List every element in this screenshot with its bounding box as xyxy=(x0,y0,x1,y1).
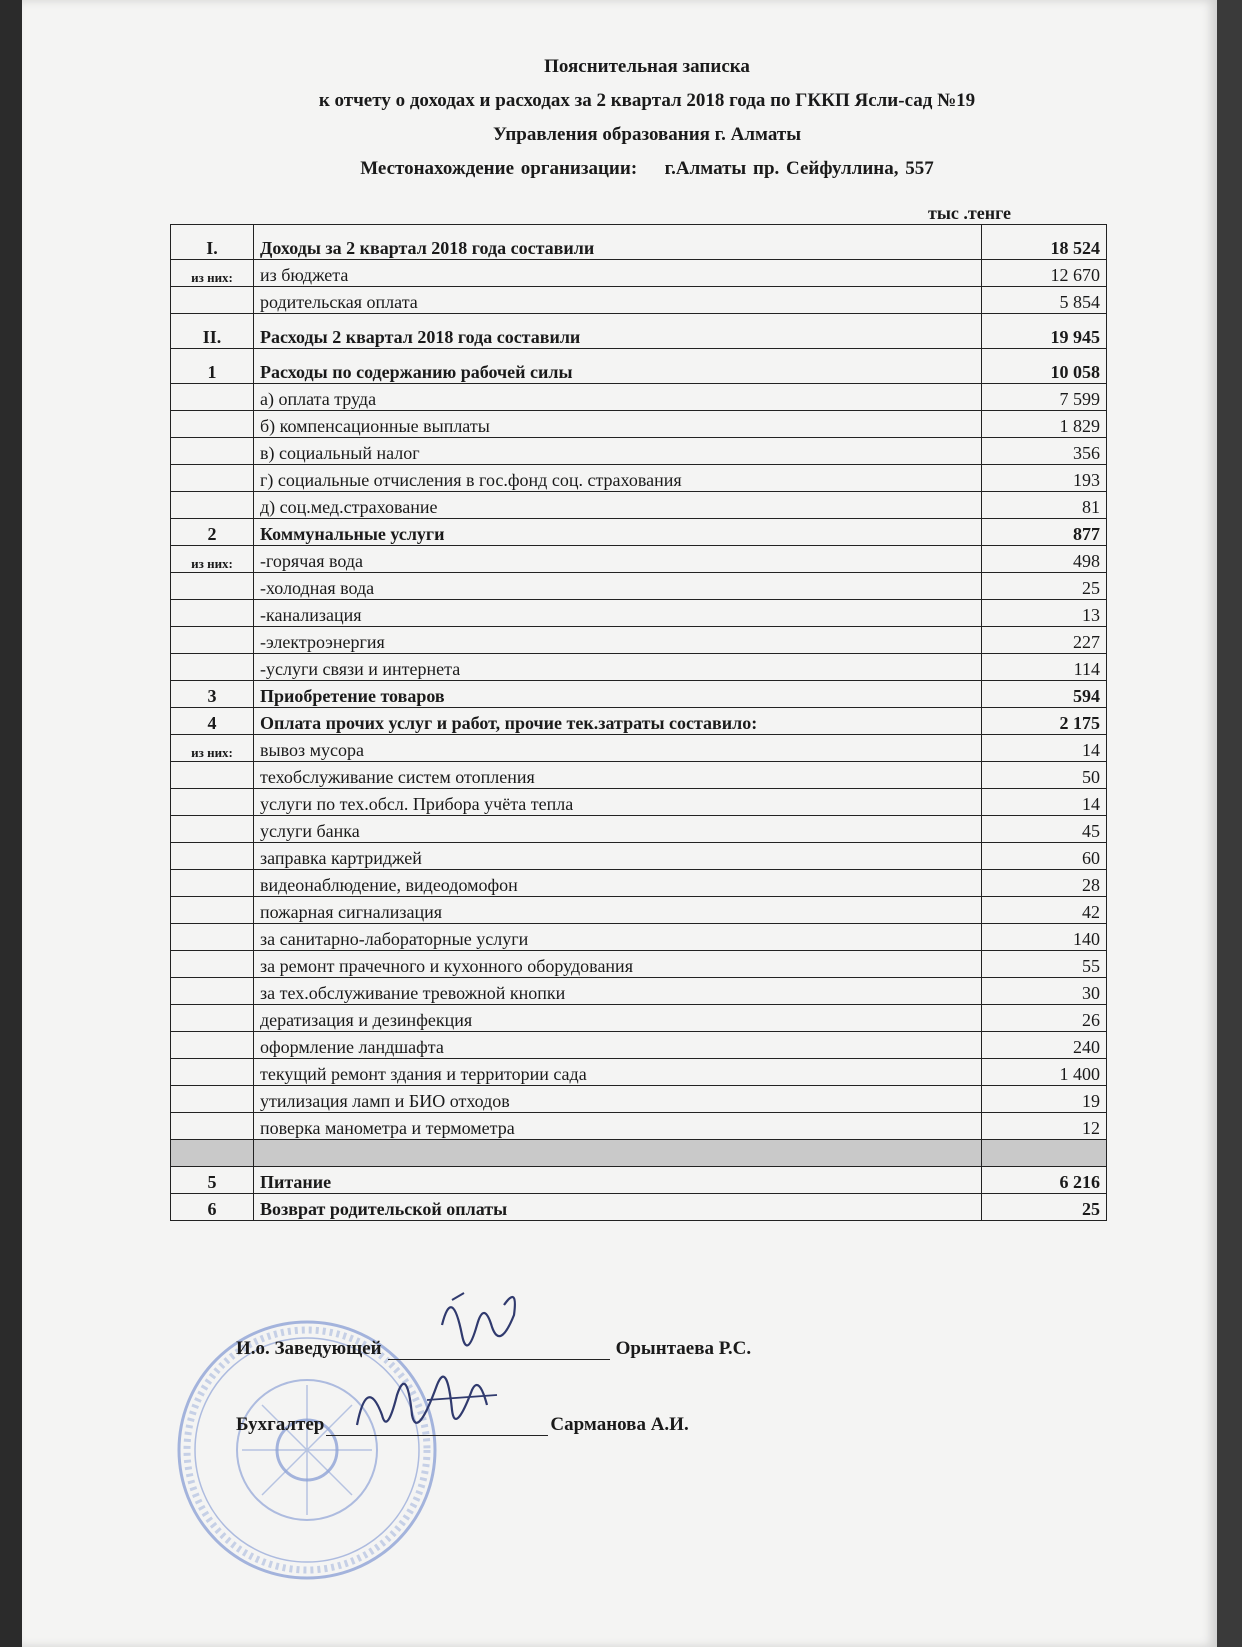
table-row xyxy=(171,897,1107,924)
table-row xyxy=(171,384,1107,411)
row-value: 28 xyxy=(982,870,1107,897)
row-number xyxy=(171,1032,254,1059)
row-number: II. xyxy=(171,314,254,349)
row-number: 3 xyxy=(171,681,254,708)
doc-department: Управления образования г. Алматы xyxy=(492,124,802,145)
table-row xyxy=(171,1005,1107,1032)
row-label: -горячая вода xyxy=(254,546,982,573)
row-number xyxy=(171,1086,254,1113)
row-value: 81 xyxy=(982,492,1107,519)
table-row xyxy=(171,681,1107,708)
row-number xyxy=(171,465,254,492)
row-label: техобслуживание систем отопления xyxy=(254,762,982,789)
row-value: 1 400 xyxy=(982,1059,1107,1086)
row-value: 25 xyxy=(982,573,1107,600)
table-row xyxy=(171,546,1107,573)
row-number xyxy=(171,411,254,438)
row-value: 227 xyxy=(982,627,1107,654)
accountant-role: Бухгалтер xyxy=(236,1414,325,1435)
document-page xyxy=(22,0,1217,1647)
head-role: И.о. Заведующей xyxy=(236,1338,382,1359)
row-number xyxy=(171,1140,254,1167)
row-number xyxy=(171,627,254,654)
table-row xyxy=(171,735,1107,762)
header xyxy=(22,50,1242,186)
row-value: 7 599 xyxy=(982,384,1107,411)
row-value: 877 xyxy=(982,519,1107,546)
location-value: г.Алматы пр. Сейфуллина, 557 xyxy=(664,158,934,179)
row-label: Оплата прочих услуг и работ, прочие тек.затраты составило: xyxy=(254,708,982,735)
table-row xyxy=(171,1194,1107,1221)
row-label: Расходы по содержанию рабочей силы xyxy=(254,349,982,384)
row-label: б) компенсационные выплаты xyxy=(254,411,982,438)
row-value: 10 058 xyxy=(982,349,1107,384)
doc-location xyxy=(22,152,1242,186)
table-row xyxy=(171,951,1107,978)
row-number xyxy=(171,1113,254,1140)
table-row xyxy=(171,349,1107,384)
row-value: 356 xyxy=(982,438,1107,465)
row-value: 45 xyxy=(982,816,1107,843)
row-label: Возврат родительской оплаты xyxy=(254,1194,982,1221)
row-value xyxy=(982,1140,1107,1167)
row-label: Питание xyxy=(254,1167,982,1194)
row-value: 12 670 xyxy=(982,260,1107,287)
row-number xyxy=(171,978,254,1005)
row-label: дератизация и дезинфекция xyxy=(254,1005,982,1032)
table-row xyxy=(171,1059,1107,1086)
row-value: 114 xyxy=(982,654,1107,681)
doc-subtitle: к отчету о доходах и расходах за 2 квартал 2018 года по ГККП Ясли-сад №19 xyxy=(318,90,976,111)
row-number xyxy=(171,600,254,627)
row-value: 13 xyxy=(982,600,1107,627)
row-label: за тех.обслуживание тревожной кнопки xyxy=(254,978,982,1005)
row-number xyxy=(171,384,254,411)
row-label: Доходы за 2 квартал 2018 года составили xyxy=(254,225,982,260)
scan-edge xyxy=(1217,0,1242,1647)
table-row xyxy=(171,492,1107,519)
row-number xyxy=(171,492,254,519)
table-row xyxy=(171,1167,1107,1194)
row-label: за ремонт прачечного и кухонного оборудования xyxy=(254,951,982,978)
row-label: в) социальный налог xyxy=(254,438,982,465)
row-value: 12 xyxy=(982,1113,1107,1140)
table-row xyxy=(171,438,1107,465)
row-value: 19 xyxy=(982,1086,1107,1113)
table-row xyxy=(171,924,1107,951)
row-label: -электроэнергия xyxy=(254,627,982,654)
row-value: 6 216 xyxy=(982,1167,1107,1194)
row-value: 140 xyxy=(982,924,1107,951)
table-row xyxy=(171,978,1107,1005)
row-number xyxy=(171,1059,254,1086)
row-number: из них: xyxy=(171,546,254,573)
row-number xyxy=(171,789,254,816)
row-number: 6 xyxy=(171,1194,254,1221)
row-value: 19 945 xyxy=(982,314,1107,349)
doc-title: Пояснительная записка xyxy=(544,56,750,77)
table-row xyxy=(171,1113,1107,1140)
row-value: 42 xyxy=(982,897,1107,924)
row-number xyxy=(171,762,254,789)
row-number xyxy=(171,843,254,870)
row-label: текущий ремонт здания и территории сада xyxy=(254,1059,982,1086)
table-row xyxy=(171,708,1107,735)
row-value: 14 xyxy=(982,735,1107,762)
row-value: 18 524 xyxy=(982,225,1107,260)
row-label: вывоз мусора xyxy=(254,735,982,762)
table-row xyxy=(171,1086,1107,1113)
row-label: Коммунальные услуги xyxy=(254,519,982,546)
row-label: утилизация ламп и БИО отходов xyxy=(254,1086,982,1113)
row-number: I. xyxy=(171,225,254,260)
row-number: 2 xyxy=(171,519,254,546)
table-row xyxy=(171,789,1107,816)
row-value: 5 854 xyxy=(982,287,1107,314)
row-number xyxy=(171,816,254,843)
head-person: Орынтаева Р.С. xyxy=(615,1338,752,1359)
row-value: 60 xyxy=(982,843,1107,870)
table-row xyxy=(171,260,1107,287)
table-row xyxy=(171,287,1107,314)
row-number xyxy=(171,924,254,951)
table-row xyxy=(171,843,1107,870)
row-label: Расходы 2 квартал 2018 года составили xyxy=(254,314,982,349)
row-label: из бюджета xyxy=(254,260,982,287)
table-row xyxy=(171,816,1107,843)
row-number xyxy=(171,951,254,978)
table-row xyxy=(171,573,1107,600)
row-value: 30 xyxy=(982,978,1107,1005)
row-number xyxy=(171,438,254,465)
row-value: 14 xyxy=(982,789,1107,816)
row-label: за санитарно-лабораторные услуги xyxy=(254,924,982,951)
row-label: пожарная сигнализация xyxy=(254,897,982,924)
currency-unit: тыс .тенге xyxy=(927,203,1011,223)
table-row xyxy=(171,870,1107,897)
row-number xyxy=(171,897,254,924)
location-label: Местонахождение организации: xyxy=(360,158,638,179)
row-label: Приобретение товаров xyxy=(254,681,982,708)
table-row xyxy=(171,225,1107,260)
row-number xyxy=(171,870,254,897)
accountant-handwritten-signature xyxy=(347,1355,517,1455)
row-label xyxy=(254,1140,982,1167)
row-label: заправка картриджей xyxy=(254,843,982,870)
row-number xyxy=(171,573,254,600)
row-label: а) оплата труда xyxy=(254,384,982,411)
row-value: 594 xyxy=(982,681,1107,708)
row-label: г) социальные отчисления в гос.фонд соц. страхования xyxy=(254,465,982,492)
row-value: 193 xyxy=(982,465,1107,492)
table-row xyxy=(171,762,1107,789)
row-label: родительская оплата xyxy=(254,287,982,314)
row-label: -услуги связи и интернета xyxy=(254,654,982,681)
table-row xyxy=(171,465,1107,492)
row-label: д) соц.мед.страхование xyxy=(254,492,982,519)
row-number xyxy=(171,1005,254,1032)
table-row xyxy=(171,314,1107,349)
row-value: 1 829 xyxy=(982,411,1107,438)
table-row xyxy=(171,627,1107,654)
row-number xyxy=(171,654,254,681)
row-value: 50 xyxy=(982,762,1107,789)
row-value: 55 xyxy=(982,951,1107,978)
table-row xyxy=(171,1032,1107,1059)
row-label: видеонаблюдение, видеодомофон xyxy=(254,870,982,897)
table-row xyxy=(171,519,1107,546)
row-number: 4 xyxy=(171,708,254,735)
row-number xyxy=(171,287,254,314)
table-row xyxy=(171,1140,1107,1167)
row-label: -холодная вода xyxy=(254,573,982,600)
row-label: услуги по тех.обсл. Прибора учёта тепла xyxy=(254,789,982,816)
row-label: услуги банка xyxy=(254,816,982,843)
accountant-person: Сарманова А.И. xyxy=(550,1414,689,1435)
report-table xyxy=(170,224,1107,1221)
row-value: 26 xyxy=(982,1005,1107,1032)
row-label: -канализация xyxy=(254,600,982,627)
row-number: из них: xyxy=(171,735,254,762)
row-number: из них: xyxy=(171,260,254,287)
row-value: 2 175 xyxy=(982,708,1107,735)
row-value: 498 xyxy=(982,546,1107,573)
table-row xyxy=(171,600,1107,627)
row-number: 1 xyxy=(171,349,254,384)
row-value: 240 xyxy=(982,1032,1107,1059)
row-number: 5 xyxy=(171,1167,254,1194)
row-label: поверка манометра и термометра xyxy=(254,1113,982,1140)
table-row xyxy=(171,411,1107,438)
row-value: 25 xyxy=(982,1194,1107,1221)
table-row xyxy=(171,654,1107,681)
row-label: оформление ландшафта xyxy=(254,1032,982,1059)
